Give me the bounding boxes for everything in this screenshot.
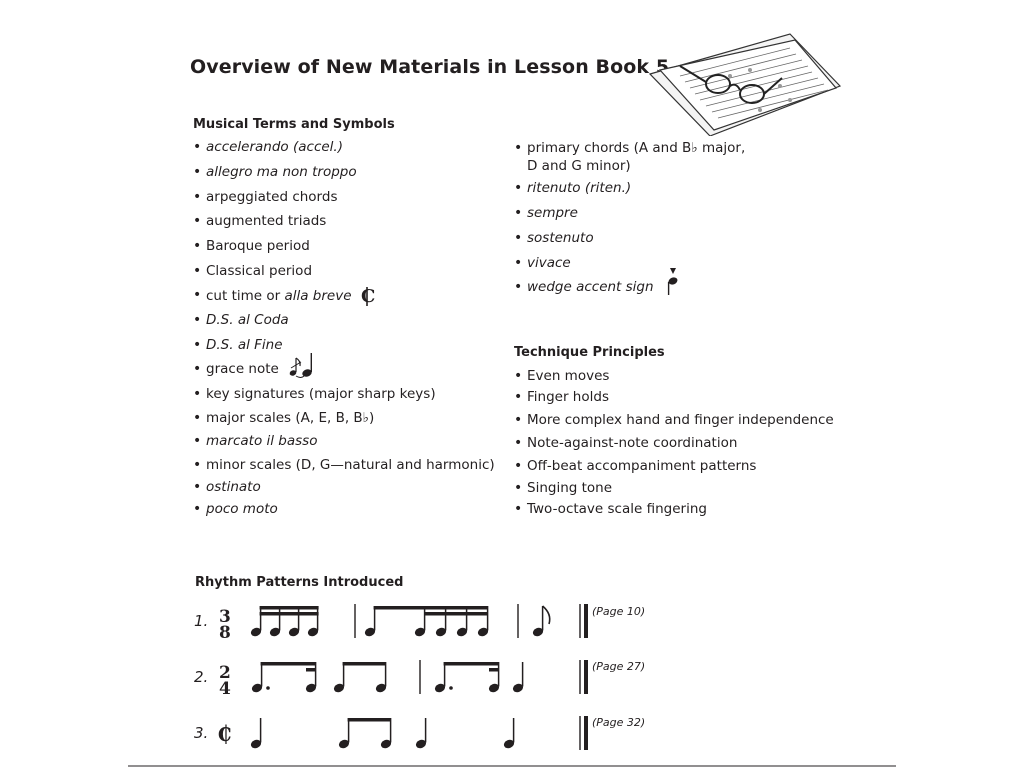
- list-item: • Finger holds: [514, 388, 609, 406]
- list-item: • primary chords (A and B♭ major, D and G minor): [514, 139, 745, 175]
- page-ref: (Page 32): [592, 716, 646, 729]
- list-item: • poco moto: [193, 500, 278, 518]
- list-item: • ostinato: [193, 478, 261, 496]
- technique-heading: Technique Principles: [514, 345, 665, 360]
- list-item: • D.S. al Fine: [193, 336, 283, 354]
- list-item: • Singing tone: [514, 479, 612, 497]
- pattern-number: 2.: [194, 668, 209, 686]
- list-item: • Note-against-note coordination: [514, 434, 737, 452]
- svg-text:C: C: [360, 286, 376, 306]
- pattern-number: 3.: [194, 724, 209, 742]
- time-sig-top: 2: [219, 663, 231, 683]
- list-item: • Baroque period: [193, 237, 310, 255]
- cut-time-sig: ₵: [217, 721, 232, 746]
- list-item: • Classical period: [193, 262, 312, 280]
- list-item: • minor scales (D, G—natural and harmonic): [193, 456, 495, 474]
- list-item: • D.S. al Coda: [193, 311, 289, 329]
- list-item: • sostenuto: [514, 229, 594, 247]
- terms-heading: Musical Terms and Symbols: [193, 117, 395, 132]
- list-item: • cut time or alla breve C: [193, 286, 376, 306]
- rhythm-heading: Rhythm Patterns Introduced: [195, 575, 404, 590]
- list-item: • wedge accent sign: [514, 278, 680, 296]
- list-item: • key signatures (major sharp keys): [193, 385, 436, 403]
- pattern-1-notes: [250, 604, 588, 638]
- page-title: Overview of New Materials in Lesson Book 5: [190, 56, 670, 78]
- list-item: • ritenuto (riten.): [514, 179, 631, 197]
- time-sig-top: 3: [219, 607, 231, 627]
- list-item: • marcato il basso: [193, 432, 317, 450]
- list-item: • Even moves: [514, 367, 609, 385]
- list-item: • major scales (A, E, B, B♭): [193, 409, 374, 427]
- page-ref: (Page 10): [592, 605, 646, 618]
- pattern-number: 1.: [194, 612, 209, 630]
- list-item: • augmented triads: [193, 212, 326, 230]
- time-sig-bottom: 4: [219, 679, 231, 699]
- list-item: • sempre: [514, 204, 578, 222]
- list-item: • Two-octave scale fingering: [514, 500, 707, 518]
- list-item: • arpeggiated chords: [193, 188, 337, 206]
- list-item: • More complex hand and finger independence: [514, 411, 834, 429]
- time-sig-bottom: 8: [219, 623, 231, 643]
- list-item: • grace note: [193, 360, 317, 378]
- pattern-3-notes: [250, 716, 588, 750]
- list-item: • vivace: [514, 254, 571, 272]
- pattern-2-notes: [251, 660, 588, 694]
- page-ref: (Page 27): [592, 660, 646, 673]
- list-item: • Off-beat accompaniment patterns: [514, 457, 756, 475]
- list-item: • accelerando (accel.): [193, 138, 343, 156]
- list-item: • allegro ma non troppo: [193, 163, 357, 181]
